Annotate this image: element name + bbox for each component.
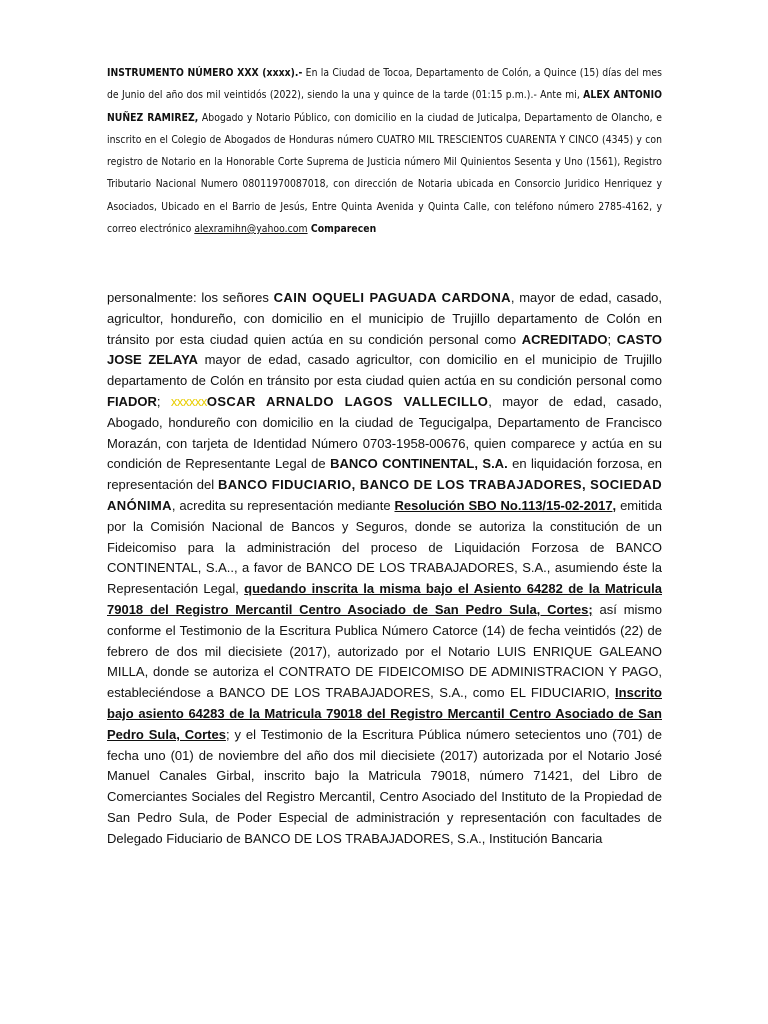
bank-fiduciario: BANCO FIDUCIARIO, BANCO DE LOS TRABAJADORES, SOCIEDAD ANÓNIMA	[107, 477, 662, 513]
body-text-4: personalmente: los señores	[107, 290, 274, 305]
notary-name: ALEX ANTONIO NUÑEZ RAMIREZ,	[107, 89, 662, 124]
body-text-14: ; y el Testimonio de la Escritura Pública número setecientos uno (701) de fecha uno (01) de noviembre del año dos mil diecisiete (2017) autorizada por el Notario José Manuel Canales Girbal, inscrito bajo la Matricula 79018, número 71421, del Libro de Comerciantes Sociales del Registro Mercantil, Centro Asociado del Instituto de la Propiedad de San Pedro Sula, de Poder Especial de administración y representación con facultades de Delegado Fiduciario de BANCO DE LOS TRABAJADORES, S.A., Institución Bancaria	[107, 726, 662, 846]
body-paragraph	[107, 288, 662, 850]
bank-continental: BANCO CONTINENTAL, S.A.	[330, 456, 508, 472]
body-text-11: , acredita su representación mediante	[171, 497, 395, 513]
registry-reference-2: Inscrito bajo asiento 64283 de la Matricula 79018 del Registro Mercantil Centro Asociado de San Pedro Sula, Cortes	[107, 685, 662, 742]
placeholder-mark: xxxxxx	[170, 393, 207, 409]
role-fiador: FIADOR	[107, 393, 157, 409]
body-text-7: mayor de edad, casado agricultor, con domicilio en el municipio de Trujillo departamento de Colón en tránsito por esta ciudad quien actúa en su condición personal como	[107, 352, 662, 389]
body-text-5: , mayor de edad, casado, agricultor, hondureño, con domicilio en el municipio de Trujillo departamento de Colón en tránsito por esta ciudad quien actúa en su condición personal como	[107, 290, 663, 347]
party-3-name: OSCAR ARNALDO LAGOS VALLECILLO	[206, 393, 489, 409]
intro-text-2: Abogado y Notario Público, con domicilio en la ciudad de Juticalpa, Departamento de Olancho, e inscrito en el Colegio de Abogados de Honduras número CUATRO MIL TRESCIENTOS CUARENTA Y CINCO (4345) y con registro de Notario en la Honorable Corte Suprema de Justicia número Mil Quinientos Sesenta y Uno (1561), Registro Tributario Nacional Numero 08011970087018, con dirección de Notaria ubicada en Consorcio Juridico Henriquez y Asociados, Ubicado en el Barrio de Jesús, Entre Quinta Avenida y Quinta Calle, con teléfono número 2785-4162, y correo electrónico	[107, 111, 662, 236]
role-acreditado: ACREDITADO	[521, 331, 608, 347]
body-text-12: emitida por la Comisión Nacional de Bancos y Seguros, donde se autoriza la constitución de un Fideicomiso para la administración del proceso de Liquidación Forzosa de BANCO CONTINENTAL, S.A.., a favor de BANCO DE LOS TRABAJADORES, S.A., asumiendo éste la Representación Legal,	[107, 497, 662, 597]
body-text-6: ;	[607, 331, 617, 347]
party-1-name: CAIN OQUELI PAGUADA CARDONA	[273, 290, 511, 305]
notary-email-link[interactable]: alexramihn@yahoo.com	[194, 223, 308, 236]
body-text-8: ;	[156, 393, 171, 409]
body-text-13: así mismo conforme el Testimonio de la Escritura Publica Número Catorce (14) de fecha veintidós (22) de febrero de dos mil diecisiete (2017), autorizado por el Notario LUIS ENRIQUE GALEANO MILLA, donde se autoriza el CONTRATO DE FIDEICOMISO DE ADMINISTRACION Y PAGO, estableciéndose a BANCO DE LOS TRABAJADORES, S.A., como EL FIDUCIARIO,	[107, 601, 663, 701]
intro-text-1: En la Ciudad de Tocoa, Departamento de Colón, a Quince (15) días del mes de Junio del año dos mil veintidós (2022), siendo la una y quince de la tarde (01:15 p.m.).- Ante mi,	[107, 67, 662, 102]
registry-reference-1: quedando inscrita la misma bajo el Asiento 64282 de la Matricula 79018 del Registro Mercantil Centro Asociado de San Pedro Sula, Cortes;	[107, 581, 662, 617]
comparecen-label: Comparecen	[307, 223, 377, 236]
intro-paragraph	[107, 62, 662, 240]
instrument-heading: INSTRUMENTO NÚMERO XXX (xxxx).-	[107, 67, 303, 79]
body-text-9: , mayor de edad, casado, Abogado, hondureño con domicilio en la ciudad de Tegucigalpa, Departamento de Francisco Morazán, con tarjeta de Identidad Número 0703-1958-00676, quien comparece y actúa en su condición de Representante Legal de	[107, 393, 662, 472]
resolution-reference: Resolución SBO No.113/15-02-2017,	[394, 497, 617, 513]
party-2-name: CASTO JOSE ZELAYA	[107, 331, 662, 368]
body-text-10: en liquidación forzosa, en representación del	[107, 456, 662, 493]
